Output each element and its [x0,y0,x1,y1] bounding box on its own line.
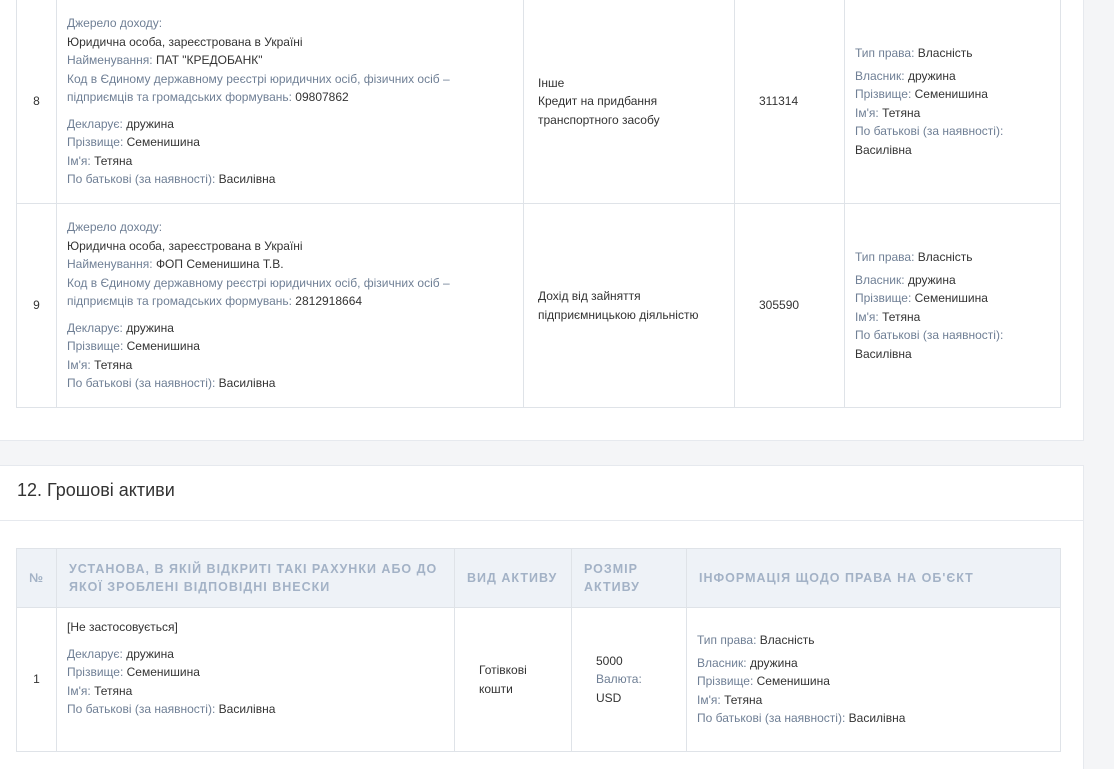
asset-size-cell [572,608,687,752]
owner-surname-label: Прізвище: [855,291,912,305]
patronymic-label: По батькові (за наявності): [67,376,216,391]
cash-assets-section-panel [0,465,1084,769]
currency-label: Валюта: [596,672,642,687]
declarant-label: Декларує: [67,116,123,131]
code-value: 2812918664 [295,294,363,309]
patronymic-value: Василівна [218,702,276,716]
owner-patronymic-value: Василівна [855,346,912,361]
firstname-value: Тетяна [94,357,133,372]
table-row [17,204,1061,408]
column-header-institution: УСТАНОВА, В ЯКІЙ ВІДКРИТІ ТАКІ РАХУНКИ АБО ДО ЯКОЇ ЗРОБЛЕНІ ВІДПОВІДНІ ВНЕСКИ [57,549,455,608]
name-value: ПАТ "КРЕДОБАНК" [155,53,263,68]
owner-firstname-value: Тетяна [882,309,921,324]
institution-value: [Не застосовується] [67,620,178,634]
declarant-value: дружина [126,646,174,661]
surname-label: Прізвище: [67,665,124,679]
owner-patronymic-label: По батькові (за наявності): [855,328,1004,342]
income-kind-category: Інше [538,75,565,90]
owner-label: Власник: [697,655,747,670]
owner-firstname-label: Ім'я: [855,105,879,120]
table-row [17,0,1061,204]
surname-value: Семенишина [126,665,200,679]
source-type: Юридична особа, зареєстрована в Україні [67,238,303,253]
surname-label: Прізвище: [67,339,124,354]
owner-firstname-value: Тетяна [724,692,763,707]
source-type: Юридична особа, зареєстрована в Україні [67,34,303,49]
code-label: Код в Єдиному державному реєстрі юридичних осіб, фізичних осіб – підприємців та громадських формувань: [67,71,450,105]
source-heading: Джерело доходу: [67,16,163,31]
row-number: 1 [17,608,57,752]
firstname-value: Тетяна [94,683,133,698]
ownership-cell [845,204,1061,408]
declarant-value: дружина [126,320,174,335]
right-type-value: Власність [917,250,973,264]
name-label: Найменування: [67,257,153,272]
owner-patronymic-value: Василівна [855,142,912,157]
surname-label: Прізвище: [67,135,124,150]
name-label: Найменування: [67,53,153,68]
income-amount: 311314 [759,94,799,109]
column-header-asset-size: РОЗМІР АКТИВУ [572,549,687,608]
institution-cell [57,608,455,752]
patronymic-label: По батькові (за наявності): [67,172,216,187]
declarant-value: дружина [126,116,174,131]
row-number: 9 [17,204,57,408]
asset-type-cell [455,608,572,752]
code-label: Код в Єдиному державному реєстрі юридичних осіб, фізичних осіб – підприємців та громадських формувань: [67,275,450,309]
right-type-value: Власність [759,633,815,648]
patronymic-value: Василівна [218,376,276,391]
section-title: 12. Грошові активи [17,480,175,500]
firstname-label: Ім'я: [67,357,91,372]
currency-value: USD [596,690,622,705]
owner-patronymic-value: Василівна [848,711,906,726]
right-type-value: Власність [917,46,973,60]
owner-firstname-label: Ім'я: [855,309,879,324]
income-kind-cell [524,204,735,408]
income-source-cell [57,204,524,408]
income-table [16,0,1061,408]
declarant-label: Декларує: [67,646,123,661]
income-amount-cell [735,204,845,408]
table-row [17,608,1061,752]
column-header-number: № [17,549,57,608]
name-value: ФОП Семенишина Т.В. [155,257,284,272]
patronymic-label: По батькові (за наявності): [67,702,216,716]
surname-value: Семенишина [126,339,200,354]
asset-type-value: Готівкові кошти [479,663,527,696]
income-amount: 305590 [759,298,800,313]
source-heading: Джерело доходу: [67,220,163,235]
owner-label: Власник: [855,272,905,287]
owner-firstname-label: Ім'я: [697,692,721,707]
right-type-label: Тип права: [855,46,915,60]
code-value: 09807862 [295,90,349,105]
owner-value: дружина [749,655,798,670]
right-type-label: Тип права: [855,250,915,264]
owner-surname-label: Прізвище: [855,87,912,101]
income-kind-description: Кредит на придбання транспортного засобу [538,94,660,127]
income-source-cell [57,0,524,204]
column-header-asset-type: ВИД АКТИВУ [455,549,572,608]
owner-patronymic-label: По батькові (за наявності): [697,711,846,726]
firstname-label: Ім'я: [67,153,91,168]
section-divider [0,520,1083,521]
declarant-label: Декларує: [67,320,123,335]
owner-surname-value: Семенишина [914,87,988,101]
right-type-label: Тип права: [697,633,757,648]
cash-assets-table [16,548,1061,752]
owner-surname-value: Семенишина [914,291,988,305]
owner-surname-value: Семенишина [756,674,830,689]
income-kind-category: Дохід від зайняття підприємницькою діяльністю [538,289,699,322]
owner-patronymic-label: По батькові (за наявності): [855,124,1004,138]
table-header-row [17,549,1061,608]
patronymic-value: Василівна [218,172,276,187]
firstname-value: Тетяна [94,153,133,168]
row-number: 8 [17,0,57,204]
asset-amount: 5000 [596,653,623,668]
ownership-cell [687,608,1061,752]
owner-value: дружина [907,272,956,287]
owner-surname-label: Прізвище: [697,674,754,689]
column-header-right-info: ІНФОРМАЦІЯ ЩОДО ПРАВА НА ОБ'ЄКТ [687,549,1061,608]
owner-firstname-value: Тетяна [882,105,921,120]
owner-label: Власник: [855,68,905,83]
firstname-label: Ім'я: [67,683,91,698]
income-kind-cell [524,0,735,204]
owner-value: дружина [907,68,956,83]
ownership-cell [845,0,1061,204]
surname-value: Семенишина [126,135,200,150]
income-amount-cell [735,0,845,204]
